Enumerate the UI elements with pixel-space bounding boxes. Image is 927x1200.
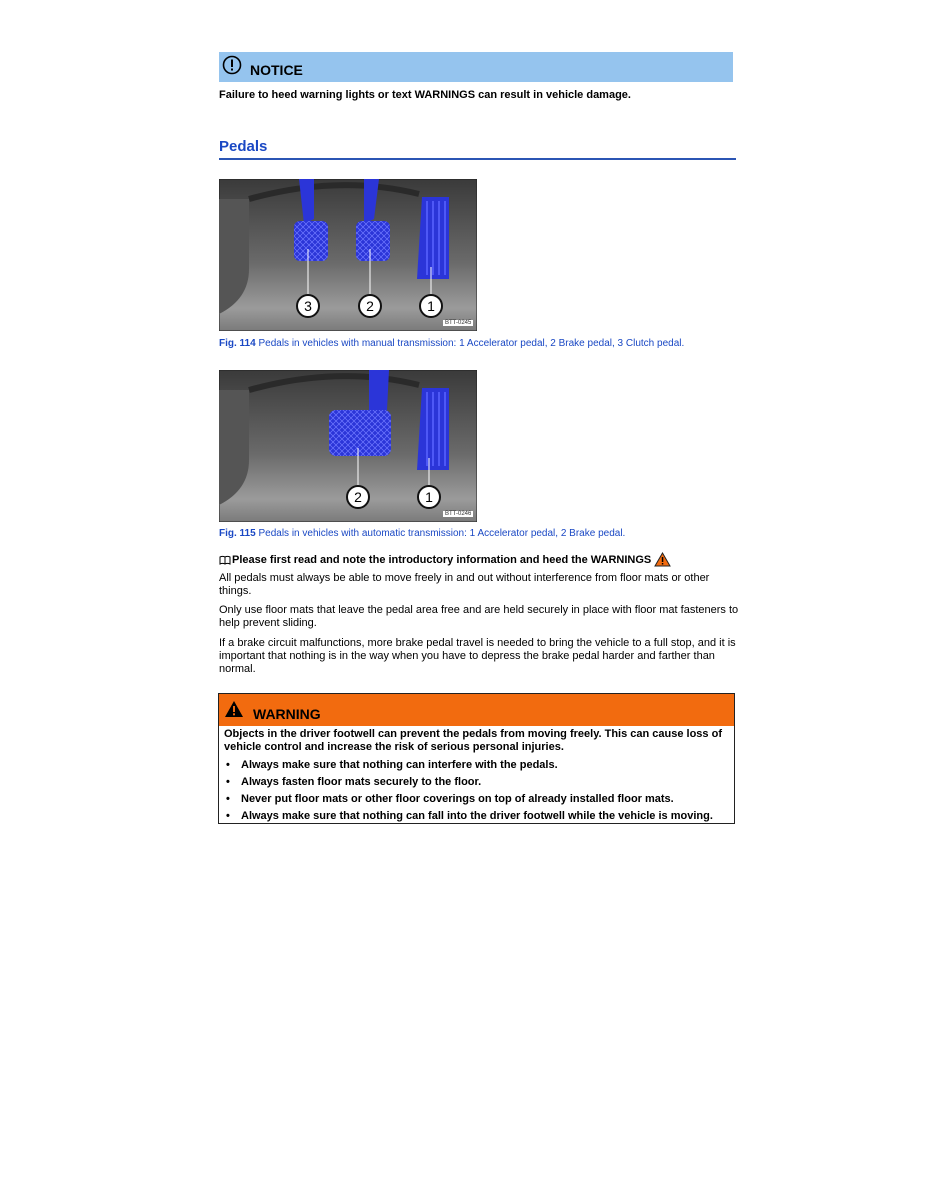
image-code: BTT-0246 xyxy=(445,511,472,517)
book-icon xyxy=(219,555,231,565)
body-paragraph: Only use floor mats that leave the pedal area free and are held securely in place with floor mat fasteners to help prevent sliding. xyxy=(219,604,739,629)
figure-115-image xyxy=(219,370,477,522)
body-paragraph: If a brake circuit malfunctions, more brake pedal travel is needed to bring the vehicle to a full stop, and it is important that nothing is in the way when you have to depress the brake pedal harder and farther than normal. xyxy=(219,637,736,675)
warning-box xyxy=(218,693,735,824)
warning-triangle-icon xyxy=(224,700,244,718)
notice-header xyxy=(219,52,733,82)
warning-title: WARNING xyxy=(253,706,321,722)
callout-1: 1 xyxy=(417,485,441,509)
notice-icon xyxy=(222,55,242,75)
figure-label: Fig. 114 xyxy=(219,338,256,349)
intro-line xyxy=(219,552,739,567)
warning-header xyxy=(219,694,734,726)
intro-text: Please first read and note the introductory information and heed the WARNINGS xyxy=(232,553,652,566)
image-code: BTT-0245 xyxy=(445,320,472,326)
figure-caption-text: Pedals in vehicles with manual transmission: 1 Accelerator pedal, 2 Brake pedal, 3 Clutch pedal. xyxy=(258,338,685,349)
body-paragraph: All pedals must always be able to move freely in and out without interference from floor mats or other things. xyxy=(219,572,710,597)
warning-list-item: • Always fasten floor mats securely to the floor. xyxy=(224,774,730,791)
figure-114-caption xyxy=(219,338,739,349)
callout-2: 2 xyxy=(346,485,370,509)
warning-list xyxy=(224,757,730,825)
warning-lead: Objects in the driver footwell can prevent the pedals from moving freely. This can cause loss of vehicle control and increase the risk of serious personal injuries. xyxy=(224,728,722,753)
warning-triangle-icon[interactable] xyxy=(654,552,671,567)
section-title: Pedals xyxy=(219,138,268,155)
warning-list-item: • Always make sure that nothing can interfere with the pedals. xyxy=(224,757,730,774)
notice-text: Failure to heed warning lights or text WARNINGS can result in vehicle damage. xyxy=(219,89,631,101)
figure-115-caption xyxy=(219,528,739,539)
callout-1: 1 xyxy=(419,294,443,318)
callout-3: 3 xyxy=(296,294,320,318)
callout-2: 2 xyxy=(358,294,382,318)
warning-list-item: • Never put floor mats or other floor coverings on top of already installed floor mats. xyxy=(224,791,730,808)
figure-label: Fig. 115 xyxy=(219,528,256,539)
figure-caption-text: Pedals in vehicles with automatic transmission: 1 Accelerator pedal, 2 Brake pedal. xyxy=(258,528,626,539)
figure-114-image xyxy=(219,179,477,331)
warning-list-item: • Always make sure that nothing can fall into the driver footwell while the vehicle is moving. xyxy=(224,808,730,825)
section-heading xyxy=(219,138,736,160)
notice-title: NOTICE xyxy=(250,62,303,78)
warning-body xyxy=(219,726,734,825)
